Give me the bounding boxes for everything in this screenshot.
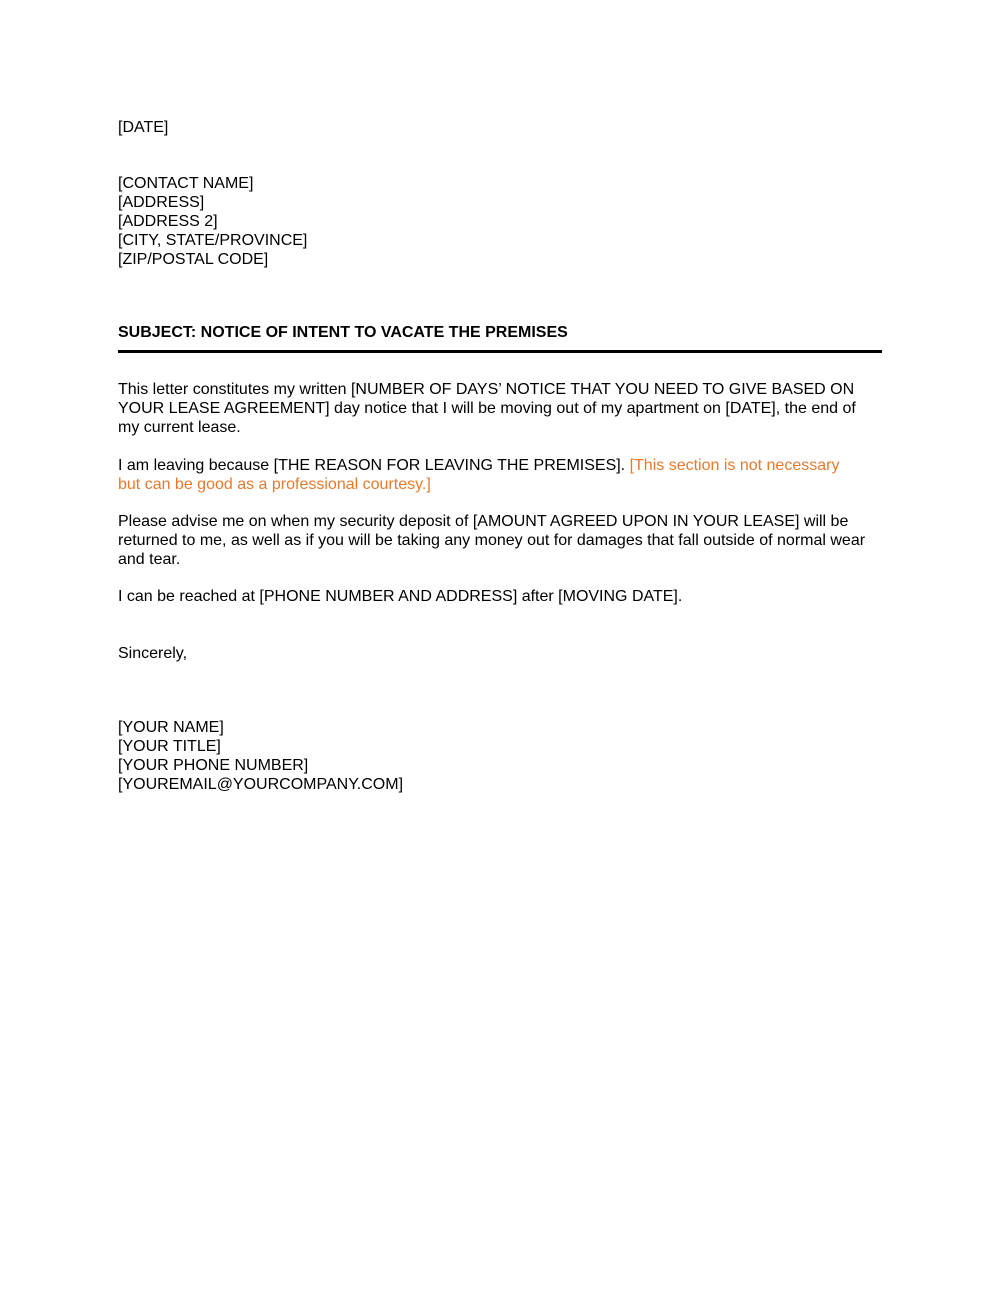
paragraph-1-line-2: YOUR LEASE AGREEMENT] day notice that I will be moving out of my apartment on [DATE], the end of [118,400,856,417]
paragraph-3-line-2: returned to me, as well as if you will be taking any money out for damages that fall outside of normal wear [118,532,866,549]
recipient-address: [ADDRESS] [118,194,205,211]
signature-title: [YOUR TITLE] [118,738,221,755]
signature-phone: [YOUR PHONE NUMBER] [118,757,309,774]
paragraph-1-line-3: my current lease. [118,419,241,436]
recipient-zip: [ZIP/POSTAL CODE] [118,251,269,268]
letter-date: [DATE] [118,119,169,136]
signature-name: [YOUR NAME] [118,719,224,736]
paragraph-2-note-part-2: but can be good as a professional courtesy.] [118,476,431,493]
paragraph-2-note-part-1: [This section is not necessary [629,457,840,474]
paragraph-3-line-1: Please advise me on when my security deposit of [AMOUNT AGREED UPON IN YOUR LEASE] will be [118,513,849,530]
recipient-city-state: [CITY, STATE/PROVINCE] [118,232,308,249]
paragraph-1-line-1: This letter constitutes my written [NUMBER OF DAYS’ NOTICE THAT YOU NEED TO GIVE BASED ON [118,381,855,398]
signature-email: [YOUREMAIL@YOURCOMPANY.COM] [118,776,404,793]
paragraph-3-line-3: and tear. [118,551,181,568]
recipient-contact-name: [CONTACT NAME] [118,175,254,192]
paragraph-4: I can be reached at [PHONE NUMBER AND ADDRESS] after [MOVING DATE]. [118,588,683,605]
paragraph-2-line-1 [118,456,839,475]
recipient-address-2: [ADDRESS 2] [118,213,218,230]
closing: Sincerely, [118,645,188,662]
subject-divider [118,350,882,353]
letter-subject: SUBJECT: NOTICE OF INTENT TO VACATE THE PREMISES [118,324,568,341]
paragraph-2-text: I am leaving because [THE REASON FOR LEAVING THE PREMISES]. [118,457,630,474]
